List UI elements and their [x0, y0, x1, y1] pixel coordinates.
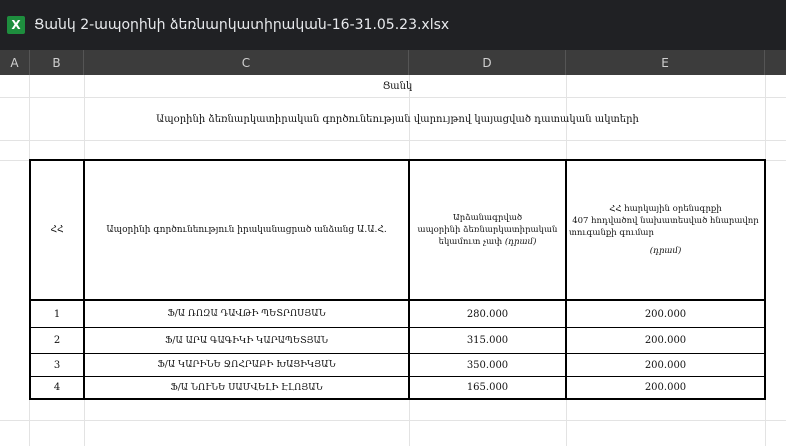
header-amount-line3: [439, 236, 537, 248]
table-cell-number[interactable]: 3: [53, 359, 61, 371]
column-header-d[interactable]: D: [409, 50, 566, 75]
sheet-title[interactable]: Ցանկ: [382, 81, 413, 92]
table-cell-fine[interactable]: 200.000: [644, 308, 687, 320]
title-bar: [0, 0, 786, 50]
table-cell-number[interactable]: 1: [53, 308, 61, 320]
column-header-f[interactable]: [765, 50, 786, 75]
header-number[interactable]: ՀՀ: [50, 225, 64, 235]
grid-line: [0, 420, 786, 421]
header-entity[interactable]: Ապօրինի գործունեություն իրականացրած անձանց Ա.Ա.Հ.: [106, 225, 387, 235]
table-cell-number[interactable]: 2: [53, 335, 61, 346]
table-border: [29, 398, 766, 400]
table-cell-amount[interactable]: 165.000: [466, 382, 509, 393]
table-cell-number[interactable]: 4: [53, 382, 61, 393]
column-header-c[interactable]: C: [84, 50, 409, 75]
table-cell-fine[interactable]: 200.000: [644, 335, 687, 346]
header-fine-line2: 407 հոդվածով նախատեսված հնարավոր: [572, 216, 759, 226]
header-amount-line2: ապօրինի ձեռնարկատիրական: [417, 225, 558, 235]
table-cell-fine[interactable]: 200.000: [644, 382, 687, 393]
table-cell-amount[interactable]: 350.000: [466, 359, 509, 371]
table-cell-name[interactable]: Ֆ/Ա ԿԱՐԻՆԵ ՋՈՀՐԱԲԻ ԽԱՑԻԿՅԱՆ: [157, 360, 336, 370]
header-fine-line1: ՀՀ հարկային օրենսգրքի: [609, 204, 722, 214]
table-border: [764, 159, 766, 400]
header-fine-line3: տուգանքի գումար: [569, 228, 654, 238]
table-cell-fine[interactable]: 200.000: [644, 359, 687, 371]
header-amount-unit: (դրամ): [504, 237, 537, 247]
table-cell-amount[interactable]: 315.000: [466, 335, 509, 346]
sheet-subtitle[interactable]: Ապօրինի ձեռնարկատիրական գործունեության վարույթով կայացված դատական ակտերի: [156, 113, 639, 125]
column-header-e[interactable]: E: [566, 50, 765, 75]
column-header-b[interactable]: B: [30, 50, 84, 75]
grid-line: [0, 140, 786, 141]
table-cell-name[interactable]: Ֆ/Ա ԱՐԱ ԳԱԳԻԿԻ ԿԱՐԱՊԵՏՅԱՆ: [165, 335, 328, 346]
header-amount-line1: Արձանագրված: [452, 213, 523, 223]
table-cell-name[interactable]: Ֆ/Ա ՌՈԶԱ ԴԱՎԹԻ ՊԵՏՐՈՍՅԱՆ: [167, 309, 326, 319]
header-fine[interactable]: [567, 161, 764, 299]
header-amount[interactable]: [410, 161, 565, 299]
excel-icon: X: [7, 16, 25, 34]
document-title[interactable]: Ցանկ 2-ապօրինի ձեռնարկատիրական-16-31.05.23.xlsx: [34, 17, 450, 33]
column-header-a[interactable]: A: [0, 50, 30, 75]
table-cell-name[interactable]: Ֆ/Ա ՆՈՒՆԵ ՍԱՄՎԵԼԻ ԷԼՈՅԱՆ: [170, 382, 323, 393]
table-cell-amount[interactable]: 280.000: [466, 308, 509, 320]
header-amount-line3-text: եկամուտ չափ: [438, 237, 503, 247]
header-fine-unit: (դրամ): [649, 246, 682, 256]
